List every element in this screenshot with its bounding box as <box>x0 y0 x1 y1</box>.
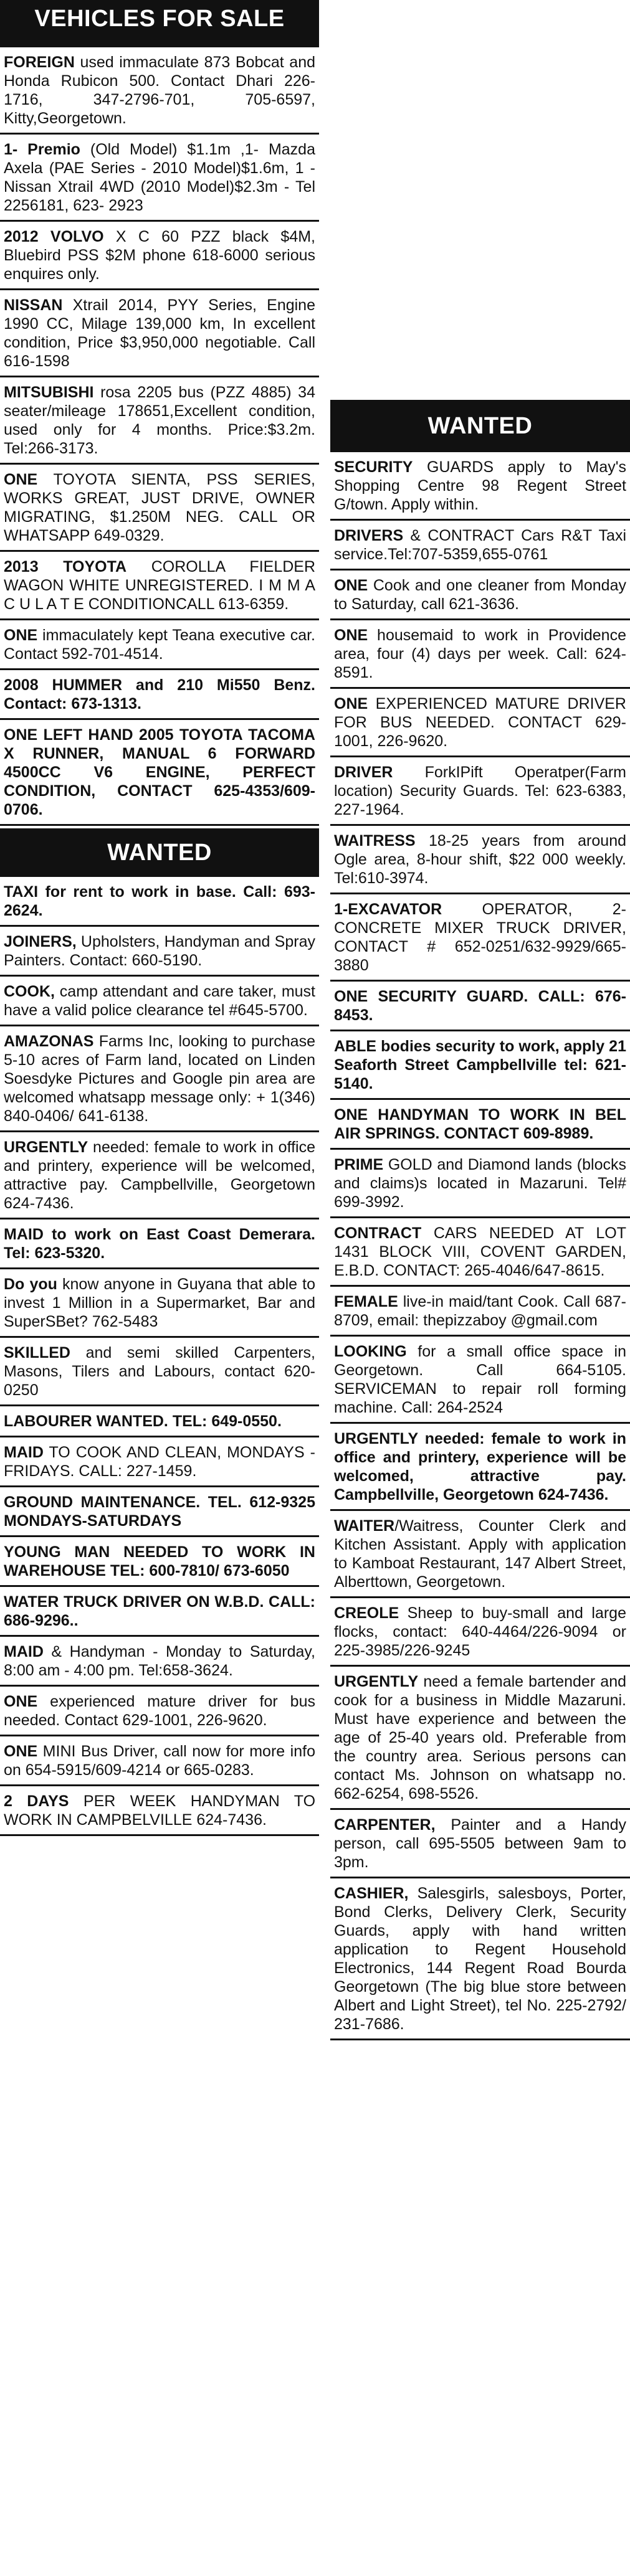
classified-ad <box>330 1810 630 1878</box>
classified-ad <box>0 1219 319 1269</box>
ad-text: GOLD and Diamond lands (blocks and claims)s located in Mazaruni. Tel# 699-3992. <box>334 1156 626 1211</box>
classified-ad <box>330 982 630 1031</box>
ad-text: for a small office space in Georgetown. Call 664-5105. SERVICEMAN to repair roll forming machine. Call: 264-2524 <box>334 1343 626 1416</box>
ad-lead: CONTRACT <box>334 1224 422 1242</box>
ad-text: and semi skilled Carpenters, Masons, Tilers and Labours, contact 620-0250 <box>4 1344 315 1399</box>
classified-ad <box>0 1487 319 1537</box>
classified-ad <box>330 1511 630 1598</box>
ad-text: GUARDS apply to May's Shopping Centre 98 Regent Street G/town. Apply within. <box>334 458 626 513</box>
ad-lead: GROUND MAINTENANCE. TEL. 612-9325 MONDAYS-SATURDAYS <box>4 1494 315 1530</box>
ad-lead: 2 DAYS <box>4 1792 69 1810</box>
classified-ad <box>0 1338 319 1406</box>
classified-ad <box>0 720 319 826</box>
ad-text: housemaid to work in Providence area, four (4) days per week. Call: 624-8591. <box>334 627 626 681</box>
ad-lead: SECURITY <box>334 458 413 476</box>
ad-text: OPERATOR, 2- CONCRETE MIXER TRUCK DRIVER, CONTACT # 652-0251/632-9929/665-3880 <box>334 901 626 974</box>
ad-lead: MAID <box>4 1444 44 1461</box>
classified-ad <box>0 1687 319 1736</box>
ad-text: Farms Inc, looking to purchase 5-10 acres of Farm land, located on Linden Soesdyke Pictures and Google pin area are welcomed whatsapp message only: + 1(346) 840-0406/ 641-6138. <box>4 1033 315 1125</box>
ad-lead: JOINERS, <box>4 933 77 950</box>
ad-text: live-in maid/tant Cook. Call 687-8709, email: thepizzaboy @gmail.com <box>334 1293 626 1329</box>
ad-lead: MITSUBISHI <box>4 384 94 401</box>
classified-ad <box>330 452 630 521</box>
ad-lead: LABOURER WANTED. TEL: 649-0550. <box>4 1413 282 1430</box>
ad-lead: 1-EXCAVATOR <box>334 901 442 918</box>
ad-lead: MAID <box>4 1643 44 1660</box>
classified-ad <box>330 1287 630 1337</box>
ad-lead: CREOLE <box>334 1604 399 1622</box>
ad-text: Salesgirls, salesboys, Porter, Bond Clerks, Delivery Clerk, Security Guards, apply with hand written application to Regent Household Electronics, 144 Regent Road Bourda Georgetown (The big blue store between Albert and Light Street), tel No. 225-2792/ 231-7686. <box>334 1885 626 2033</box>
ad-lead: PRIME <box>334 1156 384 1173</box>
classified-ad <box>0 927 319 977</box>
classified-ad <box>0 1026 319 1132</box>
wanted-header-left: WANTED <box>0 828 319 877</box>
classified-ad <box>330 894 630 982</box>
classified-ad <box>330 1218 630 1287</box>
ad-lead: ONE <box>4 627 38 644</box>
ad-lead: AMAZONAS <box>4 1033 94 1050</box>
ad-text: Sheep to buy-small and large flocks, contact: 640-4464/226-9094 or 225-3985/226-9245 <box>334 1604 626 1659</box>
ad-lead: URGENTLY <box>4 1139 88 1156</box>
classified-ad <box>330 1031 630 1100</box>
classified-ad <box>0 1437 319 1487</box>
ad-lead: DRIVERS <box>334 527 404 544</box>
classified-ad <box>330 1150 630 1218</box>
classified-ad <box>0 135 319 222</box>
ad-text: know anyone in Guyana that able to invest 1 Million in a Supermarket, Bar and SuperSBet? 762-5483 <box>4 1276 315 1330</box>
ad-text: used immaculate 873 Bobcat and Honda Rubicon 500. Contact Dhari 226-1716, 347-2796-701, 705-6597, Kitty,Georgetown. <box>4 54 315 127</box>
wanted-header-right: WANTED <box>330 400 630 452</box>
vehicles-ad-list <box>0 47 319 826</box>
ad-lead: TAXI for rent to work in base. Call: 693-2624. <box>4 883 315 919</box>
classified-ad <box>0 877 319 927</box>
ad-text: COROLLA FIELDER WAGON WHITE UNREGISTERED. I M M A C U L A T E CONDITIONCALL 613-6359. <box>4 558 316 613</box>
ad-lead: CARPENTER, <box>334 1816 436 1834</box>
ad-text: Upholsters, Handyman and Spray Painters. Contact: 660-5190. <box>4 933 315 969</box>
ad-text: PER WEEK HANDYMAN TO WORK IN CAMPBELVILLE 624-7436. <box>4 1792 316 1829</box>
ad-text: rosa 2205 bus (PZZ 4885) 34 seater/mileage 178651,Excellent condition, used only for 4 months. Price:$3.2m. Tel:266-3173. <box>4 384 315 457</box>
ad-lead: ONE <box>334 695 368 713</box>
ad-text: (Old Model) $1.1m ,1- Mazda Axela (PAE Series - 2010 Model)$1.6m, 1 - Nissan Xtrail 4WD (2010 Model)$2.3m - Tel 2256181, 623- 2923 <box>4 141 315 214</box>
ad-lead: Do you <box>4 1276 57 1293</box>
ad-text: & CONTRACT Cars R&T Taxi service.Tel:707-5359,655-0761 <box>334 527 626 563</box>
left-column <box>0 0 319 1836</box>
classified-ad <box>330 689 630 757</box>
ad-text: camp attendant and care taker, must have a valid police clearance tel #645-5700. <box>4 983 315 1019</box>
classified-ad <box>330 571 630 620</box>
classified-ad <box>0 1537 319 1587</box>
classified-ad <box>0 1736 319 1786</box>
ad-text: need a female bartender and cook for a business in Middle Mazaruni. Must have experience and between the age of 25-40 years old. Preferable from the country area. Serious persons can contact Ms. Johnson on whatsapp no. 662-6254, 698-5526. <box>334 1673 626 1802</box>
ad-text: needed: female to work in office and printery, experience will be welcomed, attractive pay. Campbellville, Georgetown 624-7436. <box>4 1139 315 1212</box>
ad-lead: FEMALE <box>334 1293 398 1310</box>
wanted-ad-list-right <box>330 452 630 2040</box>
ad-lead: DRIVER <box>334 764 393 781</box>
ad-text: TO COOK AND CLEAN, MONDAYS - FRIDAYS. CALL: 227-1459. <box>4 1444 315 1480</box>
ad-text: EXPERIENCED MATURE DRIVER FOR BUS NEEDED. CONTACT 629-1001, 226-9620. <box>334 695 626 750</box>
ad-lead: WATER TRUCK DRIVER ON W.B.D. CALL: 686-9296.. <box>4 1593 315 1629</box>
ad-lead: FOREIGN <box>4 54 75 71</box>
ad-lead: ONE LEFT HAND 2005 TOYOTA TACOMA X RUNNER, MANUAL 6 FORWARD 4500CC V6 ENGINE, PERFECT CONDITION, CONTACT 625-4353/609-0706. <box>4 726 315 818</box>
ad-text: TOYOTA SIENTA, PSS SERIES, WORKS GREAT, JUST DRIVE, OWNER MIGRATING, $1.250M NEG. CALL OR WHATSAPP 649-0329. <box>4 471 315 544</box>
ad-lead: CASHIER, <box>334 1885 409 1902</box>
vehicles-for-sale-header: VEHICLES FOR SALE <box>0 0 319 47</box>
classified-ad <box>330 521 630 571</box>
classified-ad <box>330 826 630 894</box>
ad-text: X C 60 PZZ black $4M, Bluebird PSS $2M phone 618-6000 serious enquires only. <box>4 228 315 283</box>
wanted-ad-list-left <box>0 877 319 1836</box>
classified-ad <box>0 1406 319 1437</box>
classified-ad <box>330 1878 630 2040</box>
ad-lead: NISSAN <box>4 296 63 314</box>
ad-lead: YOUNG MAN NEEDED TO WORK IN WAREHOUSE TEL: 600-7810/ 673-6050 <box>4 1543 315 1579</box>
ad-lead: 2012 VOLVO <box>4 228 104 245</box>
classified-ad <box>0 222 319 290</box>
ad-lead: WAITER <box>334 1517 395 1535</box>
classified-ad <box>330 1100 630 1150</box>
ad-text: & Handyman - Monday to Saturday, 8:00 am - 4:00 pm. Tel:658-3624. <box>4 1643 315 1679</box>
ad-lead: 1- Premio <box>4 141 80 158</box>
classified-ad <box>0 47 319 135</box>
ad-lead: 2008 HUMMER and 210 Mi550 Benz. Contact: 673-1313. <box>4 676 315 713</box>
classified-ad <box>0 670 319 720</box>
ad-lead: URGENTLY needed: female to work in office and printery, experience will be welcomed, attractive pay. Campbellville, Georgetown 624-7436. <box>334 1430 626 1503</box>
ad-lead: SKILLED <box>4 1344 70 1361</box>
ad-lead: ONE <box>334 577 368 594</box>
ad-lead: MAID to work on East Coast Demerara. Tel: 623-5320. <box>4 1226 315 1262</box>
ad-lead: ONE <box>4 1743 38 1760</box>
ad-text: Painter and a Handy person, call 695-5505 between 9am to 3pm. <box>334 1816 626 1871</box>
classified-ad <box>0 1587 319 1637</box>
ad-text: immaculately kept Teana executive car. Contact 592-701-4514. <box>4 627 315 663</box>
classified-ad <box>0 620 319 670</box>
classified-ad <box>330 620 630 689</box>
ad-lead: ONE <box>4 471 38 488</box>
classified-ad <box>0 1269 319 1338</box>
classified-ad <box>330 1667 630 1810</box>
ad-lead: LOOKING <box>334 1343 407 1360</box>
classified-ad <box>330 1337 630 1424</box>
ad-lead: ONE HANDYMAN TO WORK IN BEL AIR SPRINGS. CONTACT 609-8989. <box>334 1106 626 1142</box>
classified-ad <box>330 1598 630 1667</box>
classified-ad <box>0 552 319 620</box>
ad-lead: COOK, <box>4 983 55 1000</box>
ad-lead: ONE <box>4 1693 38 1710</box>
ad-lead: ABLE bodies security to work, apply 21 Seaforth Street Campbellville tel: 621-5140. <box>334 1038 626 1092</box>
ad-text: /Waitress, Counter Clerk and Kitchen Assistant. Apply with application to Kamboat Restaurant, 147 Albert Street, Alberttown, Georgetown. <box>334 1517 626 1591</box>
classified-ad <box>0 1786 319 1836</box>
classified-ad <box>0 290 319 377</box>
ad-text: CARS NEEDED AT LOT 1431 BLOCK VIII, COVENT GARDEN, E.B.D. CONTACT: 265-4046/647-8615. <box>334 1224 626 1279</box>
right-column <box>330 0 630 2040</box>
classified-ad <box>330 757 630 826</box>
ad-lead: URGENTLY <box>334 1673 419 1690</box>
ad-lead: 2013 TOYOTA <box>4 558 127 575</box>
ad-lead: WAITRESS <box>334 832 416 850</box>
classified-ad <box>0 465 319 552</box>
ad-text: MINI Bus Driver, call now for more info on 654-5915/609-4214 or 665-0283. <box>4 1743 315 1779</box>
classified-ad <box>0 377 319 465</box>
classified-ad <box>330 1424 630 1511</box>
column-separator <box>323 0 327 2576</box>
ad-lead: ONE <box>334 627 368 644</box>
ad-text: 18-25 years from around Ogle area, 8-hour shift, $22 000 weekly. Tel:610-3974. <box>334 832 626 887</box>
classified-ad <box>0 1132 319 1219</box>
ad-text: ForkIPift Operatper(Farm location) Security Guards. Tel: 623-6383, 227-1964. <box>334 764 626 818</box>
blank-space <box>330 0 630 400</box>
ad-text: Cook and one cleaner from Monday to Saturday, call 621-3636. <box>334 577 626 613</box>
ad-text: experienced mature driver for bus needed. Contact 629-1001, 226-9620. <box>4 1693 315 1729</box>
ad-lead: ONE SECURITY GUARD. CALL: 676-8453. <box>334 988 626 1024</box>
ad-text: Xtrail 2014, PYY Series, Engine 1990 CC, Milage 139,000 km, In excellent condition, Price $3,950,000 negotiable. Call 616-1598 <box>4 296 315 370</box>
classified-ad <box>0 977 319 1026</box>
classified-ad <box>0 1637 319 1687</box>
